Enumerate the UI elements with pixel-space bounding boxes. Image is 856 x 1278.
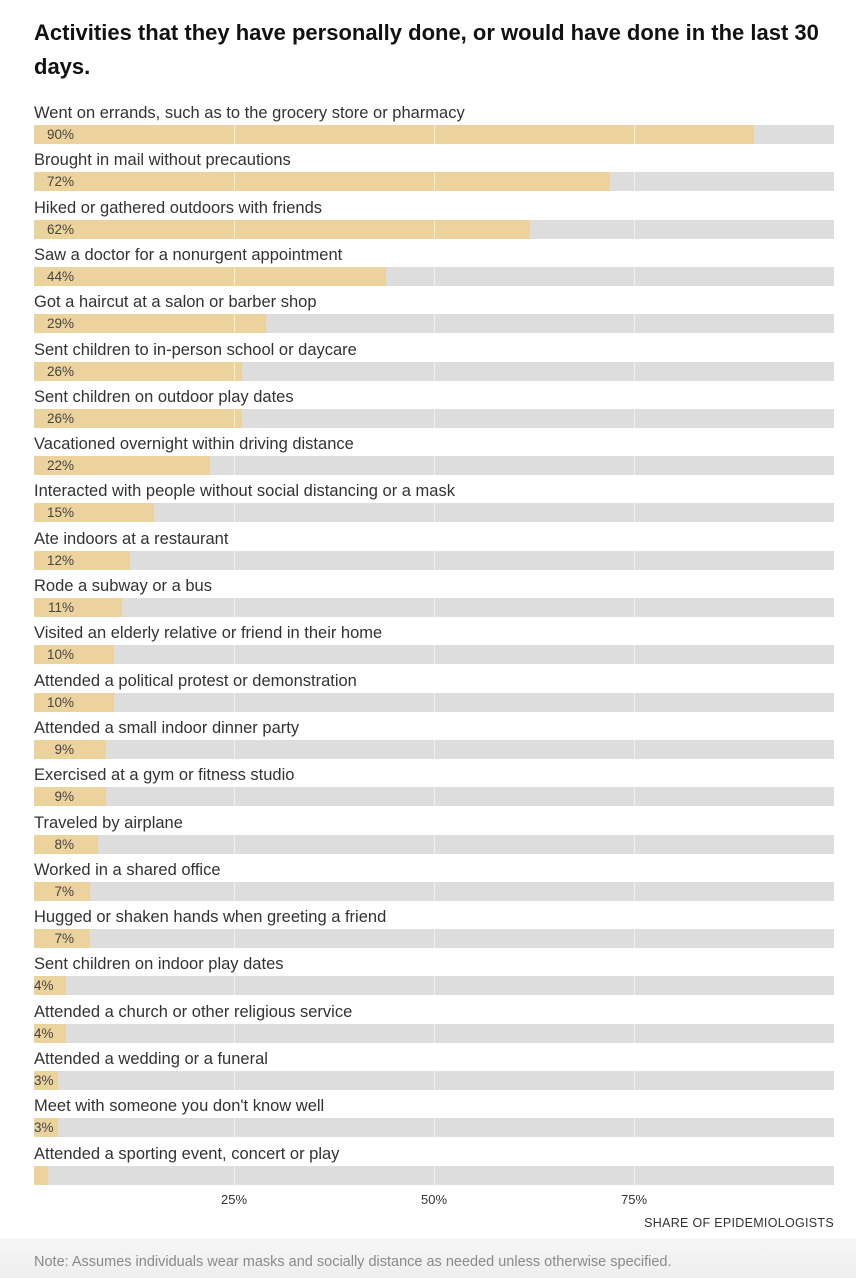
bar-row: [34, 434, 834, 481]
gridline: [234, 314, 235, 333]
gridline: [234, 172, 235, 191]
bar-row: [34, 1049, 834, 1096]
value-label: 62%: [46, 221, 74, 237]
bar-track: [34, 976, 834, 995]
gridline: [234, 882, 235, 901]
value-label: 72%: [46, 174, 74, 190]
bar-track: [34, 929, 834, 948]
gridline: [634, 456, 635, 475]
bar-track: [34, 125, 834, 144]
x-axis-label: SHARE OF EPIDEMIOLOGISTS: [644, 1216, 834, 1230]
category-label: Attended a political protest or demonstration: [34, 671, 357, 690]
bar-track: [34, 220, 834, 239]
gridline: [634, 1071, 635, 1090]
gridline: [634, 551, 635, 570]
bar: [34, 1166, 48, 1185]
gridline: [434, 409, 435, 428]
bar-row: [34, 529, 834, 576]
gridline: [634, 362, 635, 381]
gridline: [434, 882, 435, 901]
gridline: [634, 220, 635, 239]
gridline: [234, 1118, 235, 1137]
gridline: [234, 1024, 235, 1043]
gridline: [634, 314, 635, 333]
bar-track: [34, 456, 834, 475]
gridline: [434, 172, 435, 191]
value-label: 15%: [46, 505, 74, 521]
gridline: [434, 267, 435, 286]
category-label: Interacted with people without social distancing or a mask: [34, 482, 455, 501]
category-label: Visited an elderly relative or friend in their home: [34, 624, 383, 643]
bar-track: [34, 551, 834, 570]
value-label: 4%: [34, 1025, 54, 1041]
gridline: [434, 1071, 435, 1090]
gridline: [234, 456, 235, 475]
category-label: Ate indoors at a restaurant: [34, 529, 229, 548]
category-label: Meet with someone you don't know well: [34, 1097, 325, 1116]
gridline: [434, 314, 435, 333]
bar-track: [34, 740, 834, 759]
bar-track: [34, 645, 834, 664]
gridline: [234, 693, 235, 712]
value-label: 26%: [46, 363, 74, 379]
gridline: [634, 693, 635, 712]
value-label: 9%: [54, 741, 74, 757]
value-label: 7%: [54, 931, 74, 947]
gridline: [634, 409, 635, 428]
bar-row: [34, 576, 834, 623]
bar-track: [34, 787, 834, 806]
value-label: 7%: [54, 883, 74, 899]
gridline: [234, 220, 235, 239]
category-label: Saw a doctor for a nonurgent appointment: [34, 245, 343, 264]
gridline: [434, 693, 435, 712]
bar-track: [34, 835, 834, 854]
bar-track: [34, 172, 834, 191]
gridline: [434, 362, 435, 381]
bar-row: [34, 765, 834, 812]
category-label: Worked in a shared office: [34, 860, 221, 879]
category-label: Vacationed overnight within driving distance: [34, 435, 354, 454]
gridline: [634, 645, 635, 664]
category-label: Attended a wedding or a funeral: [34, 1050, 268, 1068]
gridline: [634, 1024, 635, 1043]
bar-track: [34, 1118, 834, 1137]
category-label: Brought in mail without precautions: [34, 151, 291, 170]
bar-row: [34, 671, 834, 718]
bar-row: [34, 340, 834, 387]
value-label: 3%: [34, 1120, 54, 1136]
category-label: Sent children on indoor play dates: [34, 955, 284, 974]
x-tick-label: 25%: [220, 1192, 248, 1207]
gridline: [234, 598, 235, 617]
value-label: 11%: [47, 600, 74, 615]
bar-row: [34, 198, 834, 245]
gridline: [634, 976, 635, 995]
gridline: [234, 1166, 235, 1185]
x-tick-label: 75%: [620, 1192, 648, 1207]
bar-row: [34, 954, 834, 1001]
gridline: [634, 1166, 635, 1185]
value-label: 44%: [46, 268, 74, 284]
category-label: Hugged or shaken hands when greeting a friend: [34, 908, 387, 927]
category-label: Rode a subway or a bus: [34, 577, 212, 595]
gridline: [634, 503, 635, 522]
gridline: [634, 267, 635, 286]
gridline: [434, 456, 435, 475]
gridline: [434, 929, 435, 948]
x-tick-label: 50%: [420, 1192, 448, 1207]
category-label: Went on errands, such as to the grocery store or pharmacy: [34, 104, 465, 122]
bar-row: [34, 860, 834, 907]
bar-track: [34, 1024, 834, 1043]
gridline: [434, 740, 435, 759]
gridline: [634, 172, 635, 191]
category-label: Attended a church or other religious service: [34, 1002, 353, 1021]
bar: [34, 220, 530, 239]
bar-track: [34, 409, 834, 428]
gridline: [634, 740, 635, 759]
gridline: [234, 740, 235, 759]
gridline: [434, 787, 435, 806]
bar-track: [34, 1166, 834, 1185]
bar-track: [34, 693, 834, 712]
category-label: Got a haircut at a salon or barber shop: [34, 293, 317, 312]
value-label: 8%: [54, 836, 74, 852]
bar-track: [34, 314, 834, 333]
gridline: [234, 267, 235, 286]
gridline: [234, 125, 235, 144]
category-label: Sent children to in-person school or daycare: [34, 340, 357, 359]
bar: [34, 125, 754, 144]
category-label: Hiked or gathered outdoors with friends: [34, 198, 322, 217]
gridline: [234, 362, 235, 381]
gridline: [234, 645, 235, 664]
bar-row: [34, 907, 834, 954]
gridline: [434, 645, 435, 664]
gridline: [434, 1024, 435, 1043]
bar-track: [34, 1071, 834, 1090]
value-label: 26%: [46, 410, 74, 426]
gridline: [434, 1166, 435, 1185]
bar-row: [34, 481, 834, 528]
gridline: [634, 929, 635, 948]
bar-row: [34, 1096, 834, 1143]
gridline: [234, 1071, 235, 1090]
value-label: 22%: [46, 458, 74, 474]
gridline: [234, 409, 235, 428]
bar-row: [34, 623, 834, 670]
category-label: Attended a sporting event, concert or play: [34, 1144, 340, 1163]
gridline: [234, 835, 235, 854]
bar-row: [34, 1144, 834, 1191]
gridline: [434, 220, 435, 239]
value-label: 29%: [46, 316, 74, 332]
gridline: [234, 976, 235, 995]
gridline: [234, 551, 235, 570]
chart-title: Activities that they have personally done, or would have done in the last 30 days.: [34, 20, 819, 79]
bar-track: [34, 503, 834, 522]
gridline: [434, 551, 435, 570]
bar-track: [34, 598, 834, 617]
bar-row: [34, 813, 834, 860]
category-label: Traveled by airplane: [34, 813, 183, 832]
value-label: 10%: [46, 694, 74, 710]
value-label: 12%: [46, 552, 74, 568]
bar: [34, 267, 386, 286]
gridline: [234, 787, 235, 806]
value-label: 10%: [46, 647, 74, 663]
gridline: [434, 976, 435, 995]
value-label: 3%: [34, 1073, 54, 1088]
value-label: 90%: [46, 127, 74, 142]
value-label: 4%: [34, 978, 54, 994]
category-label: Sent children on outdoor play dates: [34, 387, 294, 406]
gridline: [434, 598, 435, 617]
bar: [34, 172, 610, 191]
gridline: [434, 1118, 435, 1137]
bar-row: [34, 292, 834, 339]
gridline: [434, 125, 435, 144]
bar-track: [34, 267, 834, 286]
bar-track: [34, 882, 834, 901]
gridline: [434, 503, 435, 522]
gridline: [634, 882, 635, 901]
gridline: [634, 125, 635, 144]
gridline: [634, 598, 635, 617]
bar-row: [34, 718, 834, 765]
gridline: [234, 929, 235, 948]
gridline: [634, 787, 635, 806]
chart-note: Note: Assumes individuals wear masks and socially distance as needed unless otherwise specified.: [34, 1254, 672, 1270]
bar-row: [34, 387, 834, 434]
category-label: Exercised at a gym or fitness studio: [34, 766, 295, 785]
gridline: [234, 503, 235, 522]
gridline: [434, 835, 435, 854]
gridline: [634, 1118, 635, 1137]
category-label: Attended a small indoor dinner party: [34, 718, 300, 737]
bar-row: [34, 245, 834, 292]
gridline: [634, 835, 635, 854]
bar-row: [34, 150, 834, 197]
bar-row: [34, 103, 834, 150]
bar-row: [34, 1002, 834, 1049]
value-label: 9%: [54, 789, 74, 805]
bar-track: [34, 362, 834, 381]
